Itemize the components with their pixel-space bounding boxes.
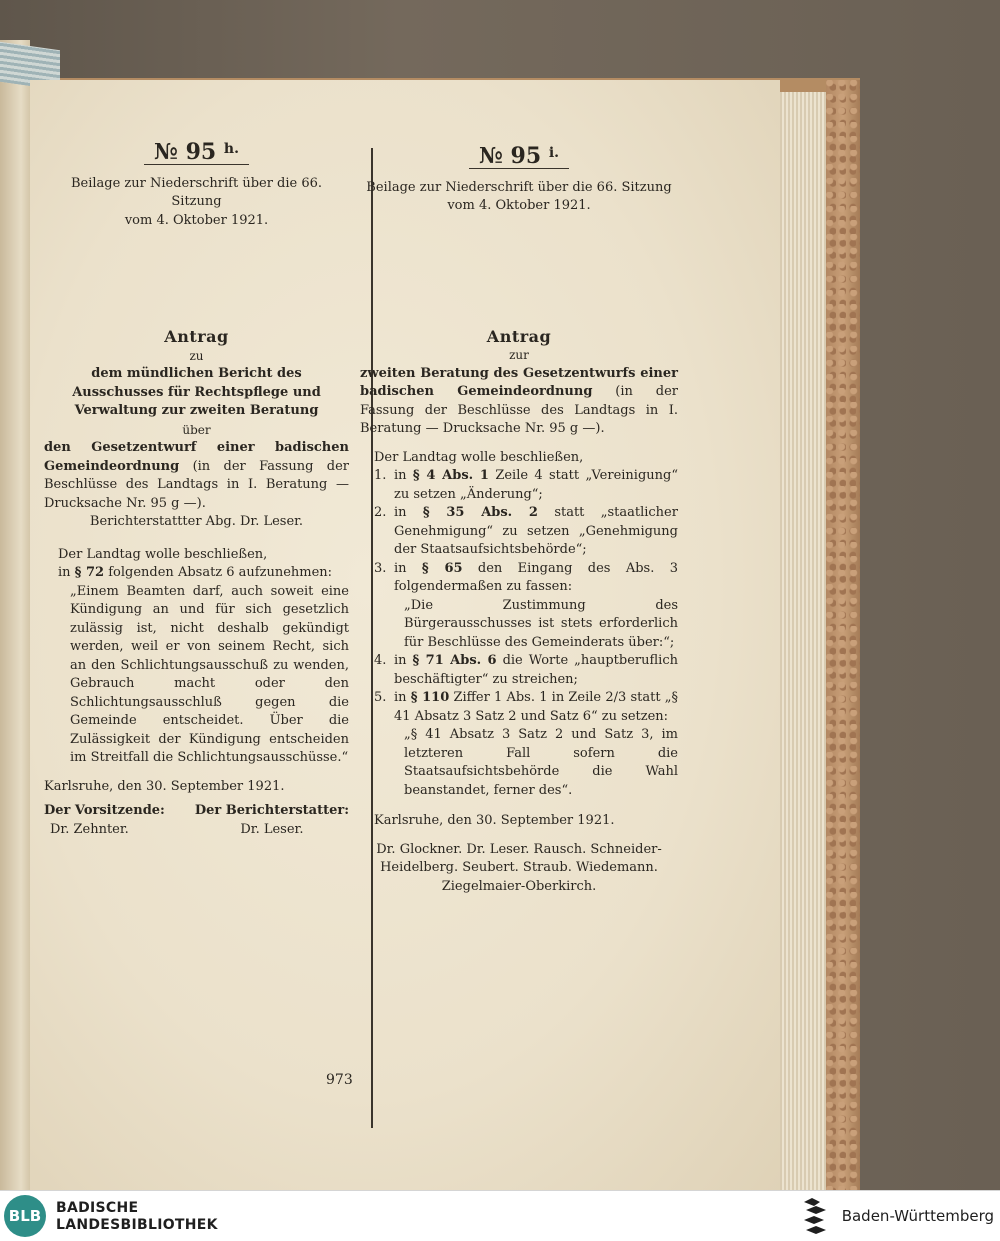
footer-bar <box>0 1190 1000 1241</box>
left-place-date: Karlsruhe, den 30. September 1921. <box>44 778 285 794</box>
left-document-number: № 95 $^{h.}$ <box>144 140 249 165</box>
right-landtag: Der Landtag wolle beschließen, <box>374 449 584 465</box>
cover-marbled-edge <box>826 80 860 1190</box>
page-number: 973 <box>326 1072 353 1088</box>
left-zu: zu <box>189 348 204 363</box>
sign-right-title: Der Berichterstatter: <box>194 803 349 818</box>
right-column <box>360 144 678 896</box>
right-subject: zweiten Beratung des Gesetzentwurfs einer badischen Gemeindeordnung (in der Fassung der Beschlüsse des Landtags in I. Beratung — Drucksache Nr. 95 g —). <box>360 365 678 436</box>
lions-crest-icon <box>800 1196 834 1236</box>
baden-wuerttemberg-logo[interactable] <box>800 1196 994 1236</box>
list-item: 5. in § 110 Ziffer 1 Abs. 1 in Zeile 2/3 statt „§ 41 Absatz 3 Satz 2 und Satz 6“ zu setzen: „§ 41 Absatz 3 Satz 2 und Satz 3, im letzteren Fall sofern die Staatsaufsichtsbehörde die Wahl beanstandet, ferner des“. <box>360 689 678 800</box>
sign-left-title: Der Vorsitzende: <box>44 803 165 818</box>
left-column <box>44 140 349 839</box>
left-subject: dem mündlichen Bericht des Ausschusses für Rechtspflege und Verwaltung zur zweiten Beratung <box>72 366 321 418</box>
right-document-number: № 95 $^{i.}$ <box>469 144 569 169</box>
left-heading: Antrag <box>164 327 229 346</box>
left-beilage-line-2: vom 4. Oktober 1921. <box>124 212 269 228</box>
bw-text: Baden-Württemberg <box>841 1207 994 1225</box>
item5-quote: „§ 41 Absatz 3 Satz 2 und Satz 3, im letzteren Fall sofern die Staatsaufsichtsbehörde die Wahl beanstandet, ferner des“. <box>404 727 678 798</box>
list-item: 4. in § 71 Abs. 6 die Worte „hauptberuflich beschäftigter“ zu streichen; <box>374 653 678 687</box>
list-item: 1. in § 4 Abs. 1 Zeile 4 statt „Vereinigung“ zu setzen „Änderung“; <box>374 468 678 502</box>
blb-logo[interactable]: BLB <box>4 1195 46 1237</box>
right-signatories: Dr. Glockner. Dr. Leser. Rausch. Schneider-Heidelberg. Seubert. Straub. Wiedemann. Ziegelmaier-Oberkirch. <box>376 841 662 894</box>
list-item: 3. in § 65 den Eingang des Abs. 3 folgendermaßen zu fassen: „Die Zustimmung des Bürgerausschusses ist stets erforderlich für Beschlüsse des Gemeinderats über:“; <box>360 560 678 653</box>
sign-right-name: Dr. Leser. <box>240 821 304 837</box>
left-beilage-line-1: Beilage zur Niederschrift über die 66. Sitzung <box>70 175 323 209</box>
right-zur: zur <box>509 348 529 362</box>
list-item: 2. in § 35 Abs. 2 statt „staatlicher Genehmigung“ zu setzen „Genehmigung der Staatsaufsichtsbehörde“; <box>374 505 678 557</box>
left-subject-2: den Gesetzentwurf einer badischen Gemeindeordnung (in der Fassung der Beschlüsse des Landtags in I. Beratung — Drucksache Nr. 95 g —). <box>44 440 349 511</box>
left-ueber: über <box>182 422 211 437</box>
left-quote: „Einem Beamten darf, auch soweit eine Kündigung an und für sich gesetzlich zulässig ist, nicht deshalb gekündigt werden, weil er von seinem Recht, sich an den Schlichtungsausschuß zu wenden, Gebrauch macht oder den Schlichtungsausschluß gegen die Gemeinde entscheidet. Über die Zulässigkeit der Kündigung entscheiden im Streitfall die Schlichtungsausschüsse.“ <box>70 583 349 765</box>
right-beilage-line-1: Beilage zur Niederschrift über die 66. Sitzung <box>366 179 672 195</box>
right-item-list <box>360 467 678 800</box>
left-instruction: in § 72 folgenden Absatz 6 aufzunehmen: <box>58 565 333 580</box>
previous-page-edge <box>0 40 30 1190</box>
blb-wordmark[interactable]: BADISCHE LANDESBIBLIOTHEK <box>56 1200 218 1233</box>
sign-left-name: Dr. Zehnter. <box>50 821 129 837</box>
document-page <box>30 80 780 1190</box>
right-heading: Antrag <box>486 326 552 346</box>
item3-quote: „Die Zustimmung des Bürgerausschusses ist stets erforderlich für Beschlüsse des Gemeinderats über:“; <box>404 597 678 650</box>
left-signatures <box>44 802 349 839</box>
right-beilage-line-2: vom 4. Oktober 1921. <box>447 198 591 213</box>
left-landtag: Der Landtag wolle beschließen, <box>58 546 268 562</box>
right-place-date: Karlsruhe, den 30. September 1921. <box>374 813 615 828</box>
left-berichterstatter: Berichterstattter Abg. Dr. Leser. <box>89 514 304 529</box>
